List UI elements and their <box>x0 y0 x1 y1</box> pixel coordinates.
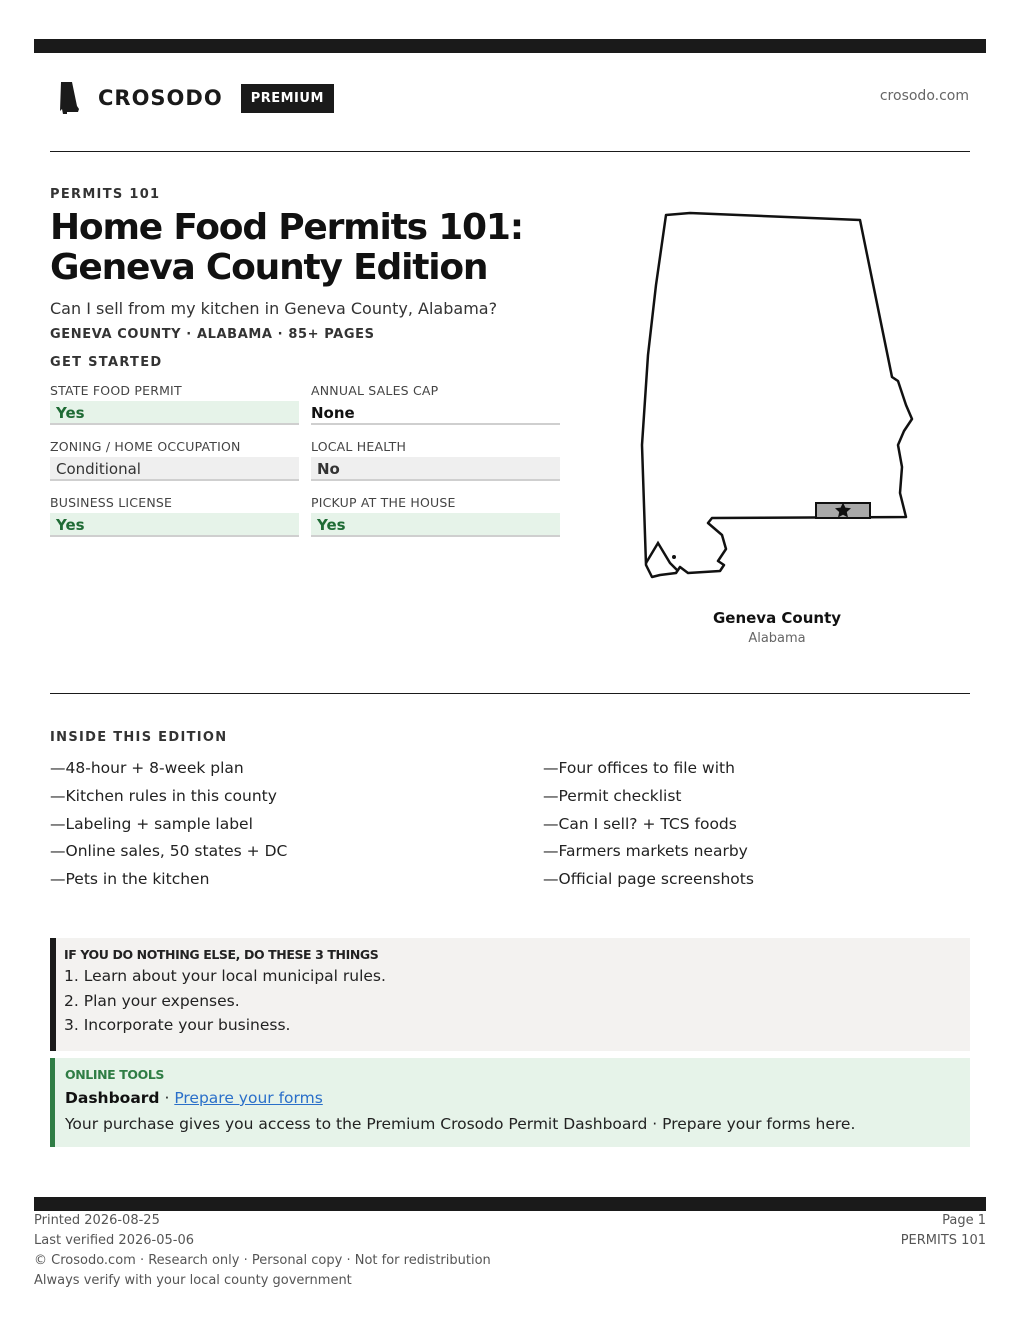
fact-label: STATE FOOD PERMIT <box>50 383 182 398</box>
dashboard-label: Dashboard <box>65 1089 160 1107</box>
list-item: —Pets in the kitchen <box>50 870 210 889</box>
list-item: —Four offices to file with <box>543 759 735 777</box>
verify-disclaimer: Always verify with your local county government <box>34 1273 352 1288</box>
callout-item: 2. Plan your expenses. <box>64 991 240 1010</box>
list-item: —Official page screenshots <box>543 870 754 889</box>
tools-separator: · <box>159 1089 175 1107</box>
fact-pickup-at-house <box>311 494 560 537</box>
fact-value: No <box>311 457 560 481</box>
footer-section: PERMITS 101 <box>900 1233 986 1248</box>
prepare-forms-link[interactable]: Prepare your forms <box>174 1089 323 1107</box>
section-divider <box>50 693 970 694</box>
fact-value: None <box>311 401 560 425</box>
footer-left <box>34 1213 491 1293</box>
fact-state-food-permit <box>50 382 299 425</box>
inside-edition-heading: INSIDE THIS EDITION <box>50 730 228 745</box>
inside-list-right <box>543 759 754 898</box>
list-item: —Permit checklist <box>543 786 682 805</box>
edition-meta: GENEVA COUNTY · ALABAMA · 85+ PAGES <box>50 327 375 342</box>
fact-business-license <box>50 494 299 537</box>
fact-local-health <box>311 438 560 481</box>
verified-date: Last verified 2026-05-06 <box>34 1233 194 1248</box>
page-number: Page 1 <box>942 1213 986 1228</box>
list-item: —Kitchen rules in this county <box>50 786 277 805</box>
premium-badge: PREMIUM <box>241 84 334 113</box>
top-rule-bar <box>34 39 986 53</box>
fact-value: Yes <box>50 401 299 425</box>
brand-name: CROSODO <box>98 86 223 110</box>
permit-facts-grid <box>50 382 560 537</box>
brand-header <box>58 80 334 116</box>
list-item: —Can I sell? + TCS foods <box>543 814 737 833</box>
get-started-heading: GET STARTED <box>50 355 163 370</box>
page-subtitle: Can I sell from my kitchen in Geneva County, Alabama? <box>50 299 498 318</box>
fact-value: Conditional <box>50 457 299 481</box>
alabama-state-icon <box>58 81 82 115</box>
inside-list-left <box>50 759 287 898</box>
callout-item: 3. Incorporate your business. <box>64 1016 291 1034</box>
site-url[interactable]: crosodo.com <box>879 88 969 104</box>
map-county-label: Geneva County <box>712 609 842 627</box>
fact-label: PICKUP AT THE HOUSE <box>311 495 456 510</box>
callout-item: 1. Learn about your local municipal rules. <box>64 967 386 985</box>
fact-value: Yes <box>311 513 560 537</box>
list-item: —Farmers markets nearby <box>543 842 748 861</box>
priority-callout <box>50 938 970 1051</box>
alabama-outline <box>642 213 912 577</box>
tools-description: Your purchase gives you access to the Premium Crosodo Permit Dashboard · Prepare your forms here. <box>65 1115 856 1133</box>
fact-label: LOCAL HEALTH <box>311 439 407 454</box>
printed-date: Printed 2026-08-25 <box>34 1213 160 1228</box>
map-state-label: Alabama <box>748 631 806 646</box>
list-item: —Labeling + sample label <box>50 814 253 833</box>
bottom-rule-bar <box>34 1197 986 1211</box>
tools-title: ONLINE TOOLS <box>65 1067 165 1082</box>
fact-label: BUSINESS LICENSE <box>50 495 173 510</box>
copyright-notice: © Crosodo.com · Research only · Personal copy · Not for redistribution <box>34 1253 491 1268</box>
section-kicker: PERMITS 101 <box>50 187 161 202</box>
list-item: —48-hour + 8-week plan <box>50 759 244 777</box>
fact-label: ZONING / HOME OCCUPATION <box>50 439 241 454</box>
footer-right <box>901 1213 986 1253</box>
online-tools-panel <box>50 1058 970 1147</box>
header-divider <box>50 151 970 152</box>
callout-title: IF YOU DO NOTHING ELSE, DO THESE 3 THINGS <box>64 947 379 962</box>
fact-annual-sales-cap <box>311 382 560 425</box>
list-item: —Online sales, 50 states + DC <box>50 842 288 861</box>
fact-value: Yes <box>50 513 299 537</box>
fact-label: ANNUAL SALES CAP <box>311 383 439 398</box>
tools-dashboard-line <box>65 1089 970 1108</box>
alabama-county-map <box>630 205 925 585</box>
fact-zoning <box>50 438 299 481</box>
page-title: Home Food Permits 101: Geneva County Edition <box>50 207 523 288</box>
